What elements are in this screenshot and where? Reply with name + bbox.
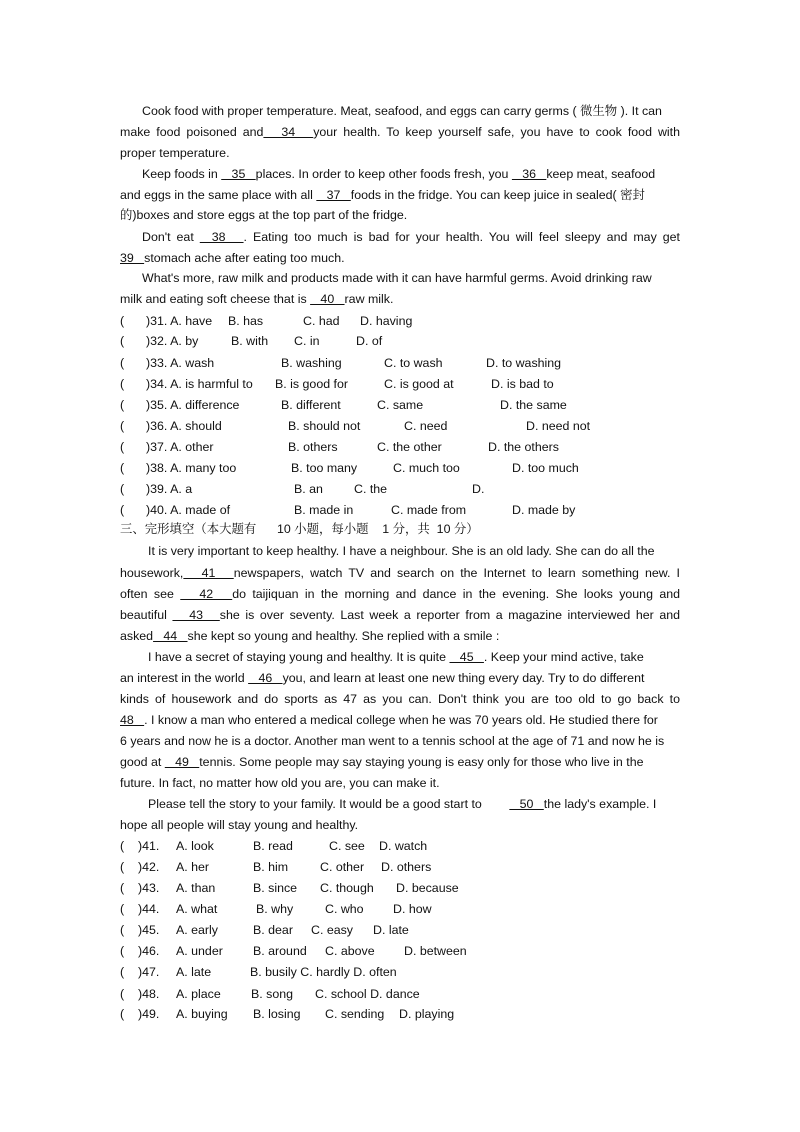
option-b: B. is good for: [275, 377, 349, 391]
blank-39: 39: [120, 251, 145, 265]
option-b: B. dear: [253, 923, 293, 937]
option-d: D. late: [373, 923, 409, 937]
passage-line: make food poisoned and 34 your health. To keep yourself safe, you have to cook food with: [120, 125, 680, 139]
option-d: D. playing: [399, 1007, 455, 1021]
option-c: C. to wash: [384, 356, 443, 370]
blank-50: 50: [509, 797, 544, 811]
passage-line: 39 stomach ache after eating too much.: [120, 251, 345, 265]
passage-line: kinds of housework and do sports as 47 as you can. Don't think you are too old to go back to: [120, 692, 680, 706]
option-b: B. made in: [294, 503, 354, 517]
option-bcd: B. busily C. hardly D. often: [250, 965, 397, 979]
blank-40: 40: [310, 292, 345, 306]
passage-line: Please tell the story to your family. It would be a good start to 50 the lady's example. I: [148, 797, 657, 811]
passage-line: It is very important to keep healthy. I have a neighbour. She is an old lady. She can do all the: [148, 544, 655, 558]
option-c: C. made from: [391, 503, 467, 517]
option-b: B. others: [288, 440, 338, 454]
passage-line: future. In fact, no matter how old you are, you can make it.: [120, 776, 440, 790]
option-b: B. different: [281, 398, 341, 412]
option-d: D. of: [356, 334, 383, 348]
question-number: )44.: [138, 902, 160, 916]
option-a: )39. A. a: [146, 482, 193, 496]
answer-paren[interactable]: (: [120, 398, 125, 412]
option-b: B. has: [228, 314, 264, 328]
option-a: )31. A. have: [146, 314, 213, 328]
option-c: C. the: [354, 482, 388, 496]
passage-line: 的)boxes and store eggs at the top part of the fridge.: [120, 208, 408, 222]
answer-paren[interactable]: (: [120, 881, 125, 895]
option-a: A. what: [176, 902, 218, 916]
option-a: A. early: [176, 923, 219, 937]
passage-line: and eggs in the same place with all 37 foods in the fridge. You can keep juice in sealed( 密封: [120, 188, 645, 202]
option-a: A. under: [176, 944, 223, 958]
option-c: C. is good at: [384, 377, 454, 391]
blank-36: 36: [511, 167, 547, 181]
blank-42: 42: [180, 587, 233, 601]
passage-line: milk and eating soft cheese that is 40 raw milk.: [120, 292, 394, 306]
option-c: C. need: [404, 419, 448, 433]
option-d: D. others: [381, 860, 432, 874]
option-a: )36. A. should: [146, 419, 222, 433]
answer-paren[interactable]: (: [120, 944, 125, 958]
answer-paren[interactable]: (: [120, 334, 125, 348]
passage-line: housework, 41 newspapers, watch TV and search on the Internet to learn something new. I: [120, 566, 680, 580]
answer-paren[interactable]: (: [120, 902, 125, 916]
passage-line: I have a secret of staying young and healthy. It is quite 45 . Keep your mind active, take: [148, 650, 644, 664]
passage-line: 6 years and now he is a doctor. Another man went to a tennis school at the age of 71 and now he is: [120, 734, 665, 748]
option-c: C. sending: [325, 1007, 385, 1021]
answer-paren[interactable]: (: [120, 356, 125, 370]
option-d: D. need not: [526, 419, 591, 433]
answer-paren[interactable]: (: [120, 839, 125, 853]
answer-paren[interactable]: (: [120, 923, 125, 937]
option-d: D. is bad to: [491, 377, 554, 391]
option-b: B. an: [294, 482, 323, 496]
option-c: C. much too: [393, 461, 460, 475]
passage-line: asked 44 she kept so young and healthy. She replied with a smile :: [120, 629, 500, 643]
option-a: A. buying: [176, 1007, 228, 1021]
answer-paren[interactable]: (: [120, 482, 125, 496]
option-c: C. in: [294, 334, 320, 348]
option-c: C. see: [329, 839, 365, 853]
question-number: )42.: [138, 860, 160, 874]
option-b: B. with: [231, 334, 269, 348]
option-d: D. too much: [512, 461, 579, 475]
question-number: )46.: [138, 944, 160, 958]
option-b: B. too many: [291, 461, 358, 475]
option-c: C. had: [303, 314, 340, 328]
option-a: A. late: [176, 965, 212, 979]
option-a: )35. A. difference: [146, 398, 240, 412]
passage-line: Keep foods in 35 places. In order to keep other foods fresh, you 36 keep meat, seafood: [142, 167, 656, 181]
option-b: B. around: [253, 944, 307, 958]
question-number: )45.: [138, 923, 160, 937]
option-a: )37. A. other: [146, 440, 214, 454]
passage-line: an interest in the world 46 you, and learn at least one new thing every day. Try to do different: [120, 671, 645, 685]
option-a: )38. A. many too: [146, 461, 237, 475]
option-d: D. watch: [379, 839, 428, 853]
option-c: C. the other: [377, 440, 442, 454]
answer-paren[interactable]: (: [120, 440, 125, 454]
answer-paren[interactable]: (: [120, 860, 125, 874]
blank-45: 45: [449, 650, 484, 664]
option-b: B. why: [256, 902, 294, 916]
option-d: D. how: [393, 902, 432, 916]
option-a: A. place: [176, 987, 221, 1001]
option-b: B. song: [251, 987, 294, 1001]
answer-paren[interactable]: (: [120, 503, 125, 517]
blank-41: 41: [183, 566, 234, 580]
option-d: D. the others: [488, 440, 559, 454]
option-a: )40. A. made of: [146, 503, 231, 517]
question-number: )47.: [138, 965, 160, 979]
answer-paren[interactable]: (: [120, 377, 125, 391]
passage-line: Cook food with proper temperature. Meat, seafood, and eggs can carry germs ( 微生物 ). It can: [142, 104, 662, 118]
passage-line: beautiful 43 she is over seventy. Last week a reporter from a magazine interviewed her and: [120, 608, 680, 622]
option-a: )33. A. wash: [146, 356, 215, 370]
option-b: B. should not: [288, 419, 361, 433]
option-d: D. between: [404, 944, 467, 958]
blank-43: 43: [172, 608, 220, 622]
section-heading: 三、完形填空（本大题有 10 小题，每小题 1 分，共 10 分）: [120, 522, 479, 536]
option-d: D. having: [360, 314, 413, 328]
blank-37: 37: [316, 188, 351, 202]
passage-line: often see 42 do taijiquan in the morning and dance in the evening. She looks young and: [120, 587, 680, 601]
blank-46: 46: [248, 671, 283, 685]
option-b: B. washing: [281, 356, 342, 370]
passage-line: hope all people will stay young and healthy.: [120, 818, 359, 832]
option-b: B. him: [253, 860, 289, 874]
question-number: )41.: [138, 839, 160, 853]
answer-paren[interactable]: (: [120, 965, 125, 979]
option-b: B. losing: [253, 1007, 301, 1021]
blank-38: 38: [199, 230, 244, 244]
answer-paren[interactable]: (: [120, 1007, 125, 1021]
blank-48: 48: [120, 713, 145, 727]
option-a: )34. A. is harmful to: [146, 377, 253, 391]
blank-34: 34: [263, 125, 314, 139]
question-number: )43.: [138, 881, 160, 895]
passage-line: good at 49 tennis. Some people may say staying young is easy only for those who live in the: [120, 755, 644, 769]
option-b: B. since: [253, 881, 298, 895]
option-c: C. though: [320, 881, 374, 895]
option-a: A. her: [176, 860, 210, 874]
blank-44: 44: [153, 629, 188, 643]
answer-paren[interactable]: (: [120, 314, 125, 328]
passage-line: What's more, raw milk and products made with it can have harmful germs. Avoid drinking raw: [142, 271, 652, 285]
option-c: C. easy: [311, 923, 354, 937]
passage-line: Don't eat 38 . Eating too much is bad for your health. You will feel sleepy and may get: [142, 230, 680, 244]
option-c: C. same: [377, 398, 424, 412]
option-a: )32. A. by: [146, 334, 199, 348]
answer-paren[interactable]: (: [120, 987, 125, 1001]
option-c: C. other: [320, 860, 365, 874]
option-b: B. read: [253, 839, 293, 853]
option-d: D. to washing: [486, 356, 562, 370]
option-d: D. made by: [512, 503, 576, 517]
passage-line: proper temperature.: [120, 146, 230, 160]
question-number: )48.: [138, 987, 160, 1001]
passage-line: 48 . I know a man who entered a medical college when he was 70 years old. He studied there for: [120, 713, 658, 727]
option-d: D. the same: [500, 398, 567, 412]
answer-paren[interactable]: (: [120, 461, 125, 475]
question-number: )49.: [138, 1007, 160, 1021]
option-d: D.: [472, 482, 485, 496]
option-cd: C. school D. dance: [315, 987, 420, 1001]
option-c: C. above: [325, 944, 375, 958]
answer-paren[interactable]: (: [120, 419, 125, 433]
option-d: D. because: [396, 881, 459, 895]
option-c: C. who: [325, 902, 364, 916]
option-a: A. than: [176, 881, 216, 895]
blank-35: 35: [221, 167, 256, 181]
option-a: A. look: [176, 839, 214, 853]
blank-49: 49: [164, 755, 200, 769]
